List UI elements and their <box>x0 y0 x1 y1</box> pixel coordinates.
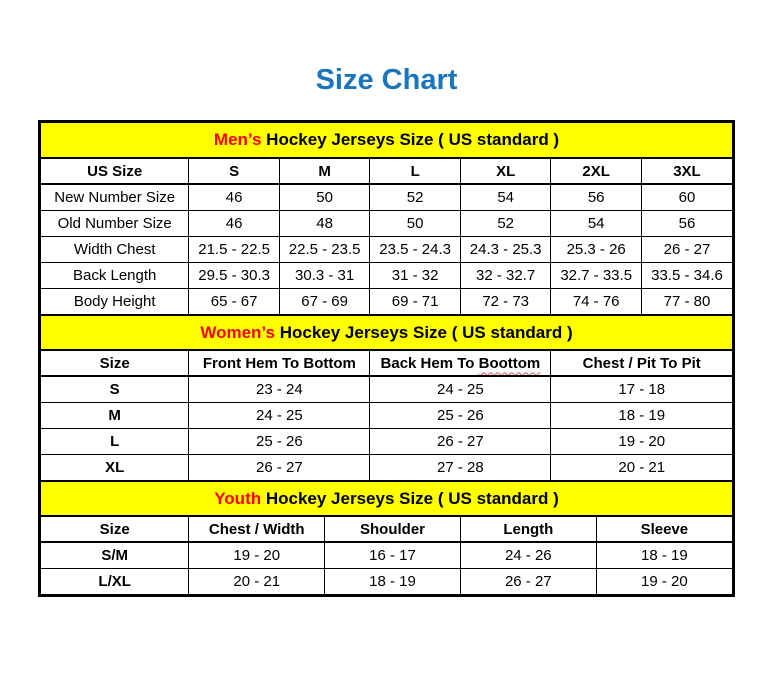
column-header-prefix: Back Hem To <box>380 354 479 372</box>
womens-column-header: Front Hem To Bottom <box>189 350 370 376</box>
size-value-cell: 27 - 28 <box>370 454 551 480</box>
row-label: S <box>41 376 189 402</box>
row-label: M <box>41 402 189 428</box>
size-value-cell: 24.3 - 25.3 <box>460 236 551 262</box>
size-value-cell: 16 - 17 <box>325 542 461 568</box>
mens-column-header: XL <box>460 158 551 184</box>
youth-header-row <box>41 516 732 542</box>
size-value-cell: 52 <box>460 210 551 236</box>
mens-column-header: 2XL <box>551 158 642 184</box>
size-value-cell: 20 - 21 <box>189 568 325 594</box>
size-value-cell: 22.5 - 23.5 <box>279 236 370 262</box>
size-value-cell: 26 - 27 <box>460 568 596 594</box>
youth-column-header: Chest / Width <box>189 516 325 542</box>
size-value-cell: 18 - 19 <box>551 402 732 428</box>
youth-row-l-xl <box>41 568 732 594</box>
size-value-cell: 24 - 26 <box>460 542 596 568</box>
womens-header-row <box>41 350 732 376</box>
size-value-cell: 21.5 - 22.5 <box>189 236 280 262</box>
mens-section-band <box>41 123 732 158</box>
mens-band-highlight: Men’s <box>213 130 262 149</box>
youth-column-header: Length <box>460 516 596 542</box>
youth-row-s-m <box>41 542 732 568</box>
size-value-cell: 46 <box>189 210 280 236</box>
womens-row-m <box>41 402 732 428</box>
womens-row-s <box>41 376 732 402</box>
size-value-cell: 24 - 25 <box>370 376 551 402</box>
mens-column-header: 3XL <box>641 158 732 184</box>
size-value-cell: 69 - 71 <box>370 288 461 314</box>
size-value-cell: 26 - 27 <box>189 454 370 480</box>
mens-row-body-height <box>41 288 732 314</box>
row-label: Body Height <box>41 288 189 314</box>
mens-column-header: L <box>370 158 461 184</box>
youth-band-text: Hockey Jerseys Size ( US standard ) <box>261 488 559 508</box>
misspelled-word: Boottom <box>478 354 541 372</box>
womens-band-text: Hockey Jerseys Size ( US standard ) <box>274 322 573 342</box>
row-label: S/M <box>41 542 189 568</box>
size-value-cell: 18 - 19 <box>325 568 461 594</box>
mens-header-row <box>41 158 732 184</box>
size-value-cell: 60 <box>641 184 732 210</box>
size-value-cell: 50 <box>279 184 370 210</box>
youth-size-table <box>41 480 732 594</box>
size-value-cell: 54 <box>551 210 642 236</box>
womens-column-header <box>370 350 551 376</box>
size-value-cell: 74 - 76 <box>551 288 642 314</box>
mens-row-old-number-size <box>41 210 732 236</box>
size-value-cell: 46 <box>189 184 280 210</box>
youth-column-header: Shoulder <box>325 516 461 542</box>
mens-row-width-chest <box>41 236 732 262</box>
size-value-cell: 19 - 20 <box>189 542 325 568</box>
size-value-cell: 23 - 24 <box>189 376 370 402</box>
size-value-cell: 56 <box>641 210 732 236</box>
row-label: Old Number Size <box>41 210 189 236</box>
mens-band-text: Hockey Jerseys Size ( US standard ) <box>261 130 560 149</box>
size-value-cell: 25 - 26 <box>189 428 370 454</box>
youth-section-band <box>41 481 732 516</box>
mens-column-header: S <box>189 158 280 184</box>
page-title: Size Chart <box>315 64 458 96</box>
womens-column-header: Size <box>41 350 189 376</box>
size-value-cell: 65 - 67 <box>189 288 280 314</box>
size-value-cell: 52 <box>370 184 461 210</box>
size-value-cell: 32 - 32.7 <box>460 262 551 288</box>
size-value-cell: 32.7 - 33.5 <box>551 262 642 288</box>
womens-row-l <box>41 428 732 454</box>
size-value-cell: 23.5 - 24.3 <box>370 236 461 262</box>
size-value-cell: 56 <box>551 184 642 210</box>
mens-column-header: M <box>279 158 370 184</box>
row-label: Back Length <box>41 262 189 288</box>
size-value-cell: 20 - 21 <box>551 454 732 480</box>
size-value-cell: 31 - 32 <box>370 262 461 288</box>
youth-band-highlight: Youth <box>214 488 262 508</box>
size-value-cell: 26 - 27 <box>370 428 551 454</box>
size-value-cell: 19 - 20 <box>596 568 732 594</box>
size-value-cell: 48 <box>279 210 370 236</box>
size-value-cell: 25 - 26 <box>370 402 551 428</box>
size-value-cell: 54 <box>460 184 551 210</box>
size-value-cell: 18 - 19 <box>596 542 732 568</box>
row-label: L/XL <box>41 568 189 594</box>
row-label: XL <box>41 454 189 480</box>
size-value-cell: 50 <box>370 210 461 236</box>
womens-size-table <box>41 314 732 480</box>
youth-column-header: Sleeve <box>596 516 732 542</box>
size-value-cell: 33.5 - 34.6 <box>641 262 732 288</box>
womens-row-xl <box>41 454 732 480</box>
size-value-cell: 25.3 - 26 <box>551 236 642 262</box>
size-value-cell: 29.5 - 30.3 <box>189 262 280 288</box>
size-value-cell: 26 - 27 <box>641 236 732 262</box>
size-value-cell: 17 - 18 <box>551 376 732 402</box>
size-chart <box>38 120 735 597</box>
mens-row-new-number-size <box>41 184 732 210</box>
womens-section-band <box>41 315 732 350</box>
row-label: Width Chest <box>41 236 189 262</box>
size-value-cell: 30.3 - 31 <box>279 262 370 288</box>
mens-size-table <box>41 123 732 314</box>
youth-column-header: Size <box>41 516 189 542</box>
row-label: L <box>41 428 189 454</box>
womens-column-header: Chest / Pit To Pit <box>551 350 732 376</box>
mens-row-back-length <box>41 262 732 288</box>
size-value-cell: 77 - 80 <box>641 288 732 314</box>
mens-column-header: US Size <box>41 158 189 184</box>
row-label: New Number Size <box>41 184 189 210</box>
size-value-cell: 19 - 20 <box>551 428 732 454</box>
size-value-cell: 24 - 25 <box>189 402 370 428</box>
size-value-cell: 67 - 69 <box>279 288 370 314</box>
size-value-cell: 72 - 73 <box>460 288 551 314</box>
womens-band-highlight: Women’s <box>200 322 275 342</box>
